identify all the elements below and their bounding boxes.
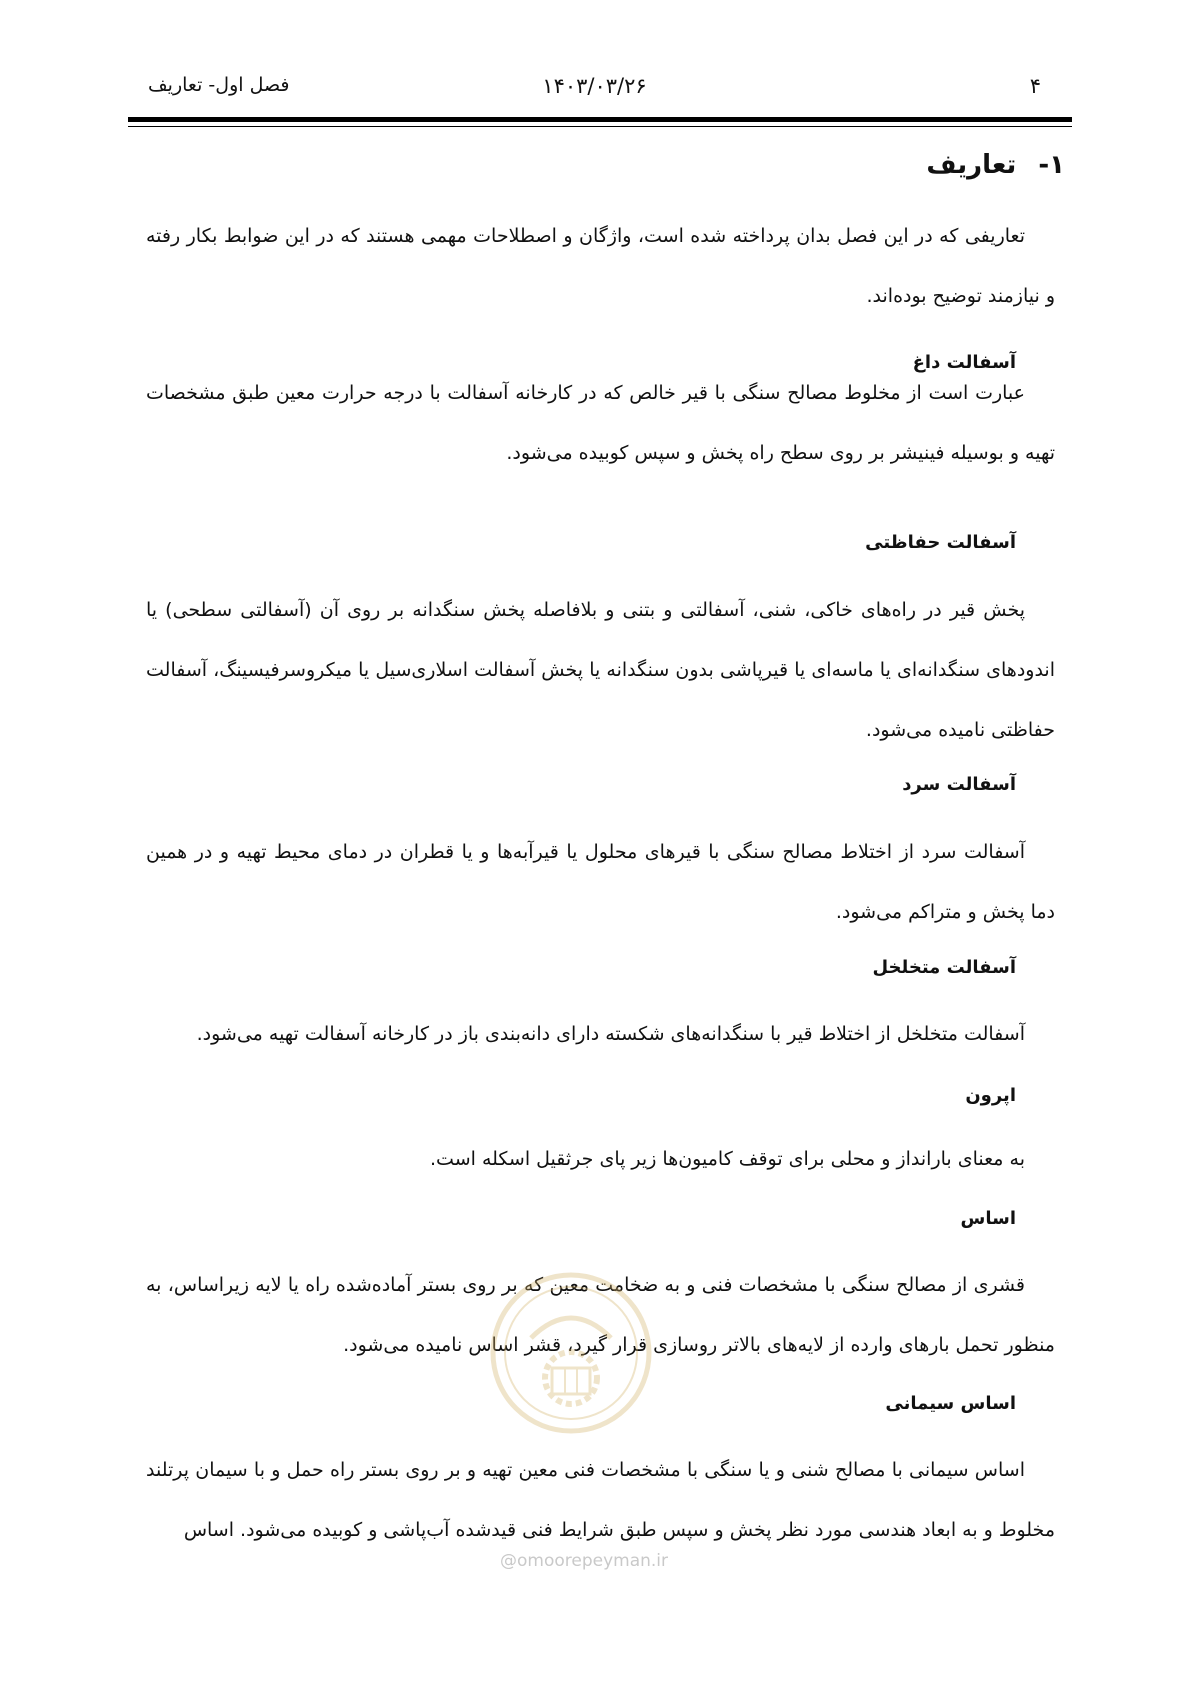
definition-text bbox=[146, 1129, 1055, 1189]
definition-term: آسفالت متخلخل bbox=[872, 957, 1016, 978]
intro-text: تعاریفی که در این فصل بدان پرداخته شده است، واژگان و اصطلاحات مهمی هستند که در این ضوابط بکار رفته و نیازمند توضیح بوده‌اند. bbox=[146, 225, 1055, 307]
definition-text bbox=[146, 363, 1055, 483]
definition-term: اساس bbox=[960, 1208, 1016, 1229]
intro-paragraph bbox=[146, 206, 1055, 326]
definition-term: اپرون bbox=[965, 1085, 1016, 1106]
definition-text-body: قشری از مصالح سنگی با مشخصات فنی و به ضخامت معین که بر روی بستر آماده‌شده راه یا لایه زیراساس، به منظور تحمل بارهای وارده از لایه‌های بالاتر روسازی قرار گیرد، قشر اساس نامیده می‌شود. bbox=[146, 1274, 1055, 1356]
page-number: ۴ bbox=[1029, 74, 1041, 98]
section-title-text: تعاریف bbox=[926, 150, 1017, 180]
definition-text-body: اساس سیمانی با مصالح شنی و یا سنگی با مشخصات فنی معین تهیه و بر روی بستر راه حمل و با سیمان پرتلند مخلوط و به ابعاد هندسی مورد نظر پخش و سپس طبق شرایط فنی قیدشده آب‌پاشی و کوبیده می‌شود. اساس bbox=[146, 1459, 1055, 1541]
header-chapter: فصل اول- تعاریف bbox=[148, 74, 290, 96]
definition-text bbox=[146, 1440, 1055, 1560]
watermark-text: @omoorepeyman.ir bbox=[500, 1551, 669, 1571]
watermark-logo bbox=[486, 1268, 656, 1438]
definition-term: آسفالت داغ bbox=[912, 352, 1016, 373]
definition-text-body: عبارت است از مخلوط مصالح سنگی با قیر خالص که در کارخانه آسفالت با درجه حرارت معین طبق مشخصات تهیه و بوسیله فینیشر بر روی سطح راه پخش و سپس کوبیده می‌شود. bbox=[146, 382, 1055, 464]
definition-text bbox=[146, 580, 1055, 760]
header-rule-thick bbox=[128, 117, 1072, 122]
page-header bbox=[148, 74, 1041, 104]
definition-term: آسفالت سرد bbox=[902, 774, 1016, 795]
header-date: ۱۴۰۳/۰۳/۲۶ bbox=[542, 74, 647, 98]
definition-text-body: به معنای بارانداز و محلی برای توقف کامیون‌ها زیر پای جرثقیل اسکله است. bbox=[430, 1148, 1025, 1170]
definition-text-body: آسفالت متخلخل از اختلاط قیر با سنگدانه‌های شکسته دارای دانه‌بندی باز در کارخانه آسفالت تهیه می‌شود. bbox=[196, 1023, 1025, 1045]
definition-text-body: پخش قیر در راه‌های خاکی، شنی، آسفالتی و بتنی و بلافاصله پخش سنگدانه بر روی آن (آسفالتی سطحی) یا اندودهای سنگدانه‌ای یا ماسه‌ای یا قیرپاشی بدون سنگدانه یا پخش آسفالت اسلاری‌سیل یا میکروسرفیسینگ، آسفالت حفاظتی نامیده می‌شود. bbox=[146, 599, 1055, 741]
definition-term: اساس سیمانی bbox=[885, 1393, 1016, 1414]
definition-text bbox=[146, 822, 1055, 942]
header-rule-thin bbox=[128, 126, 1072, 127]
definition-text-body: آسفالت سرد از اختلاط مصالح سنگی با قیرهای محلول یا قیرآبه‌ها و یا قطران در دمای محیط تهیه و در همین دما پخش و متراکم می‌شود. bbox=[146, 841, 1055, 923]
section-title bbox=[926, 150, 1065, 180]
definition-text bbox=[146, 1004, 1055, 1064]
definition-term: آسفالت حفاظتی bbox=[865, 532, 1016, 553]
section-number: ۱- bbox=[1038, 150, 1065, 180]
